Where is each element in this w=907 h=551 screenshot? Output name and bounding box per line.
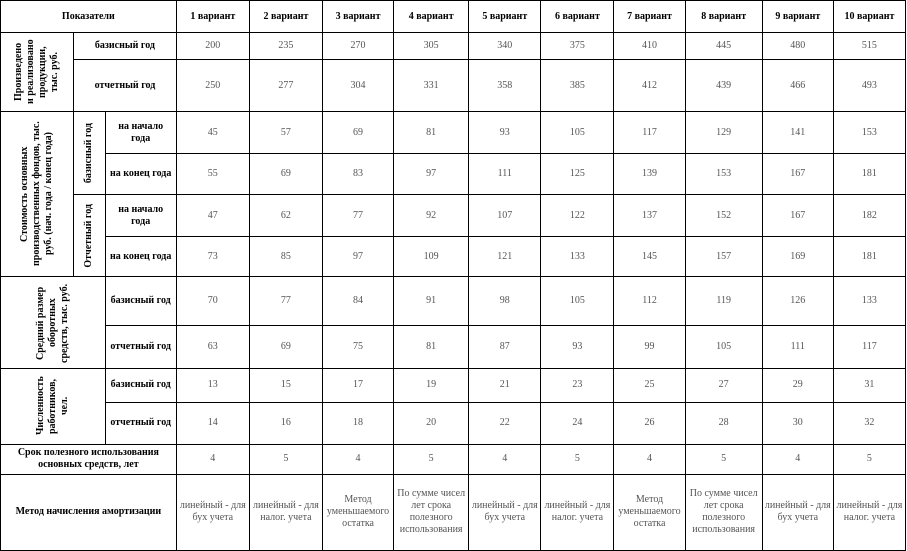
cell-production-base-v3: 270 — [322, 33, 393, 60]
cell-useful-life-v8: 5 — [685, 444, 762, 474]
row-depreciation — [1, 474, 906, 550]
cell-useful-life-v7: 4 — [614, 444, 685, 474]
cell-production-report-v4: 331 — [394, 60, 469, 112]
cell-wc-report-v5: 87 — [469, 325, 541, 368]
cell-fa-base-end-v4: 97 — [394, 154, 469, 195]
cell-fa-base-end-v8: 153 — [685, 154, 762, 195]
cell-production-report-v1: 250 — [176, 60, 249, 112]
group-headcount-text: Численность работников, чел. — [34, 376, 70, 436]
cell-wc-report-v1: 63 — [176, 325, 249, 368]
cell-wc-report-v9: 111 — [762, 325, 833, 368]
sub-report-year — [74, 195, 105, 277]
cell-production-base-v10: 515 — [833, 33, 905, 60]
cell-production-report-v3: 304 — [322, 60, 393, 112]
cell-fa-report-start-v1: 47 — [176, 195, 249, 237]
cell-fa-base-start-v6: 105 — [541, 112, 614, 154]
label-fa-report-start: на начало года — [105, 195, 176, 237]
sub-report-year-wrap — [76, 195, 102, 276]
cell-fa-base-end-v2: 69 — [249, 154, 322, 195]
cell-wc-base-v3: 84 — [322, 277, 393, 325]
cell-useful-life-v10: 5 — [833, 444, 905, 474]
cell-fa-base-start-v3: 69 — [322, 112, 393, 154]
cell-useful-life-v5: 4 — [469, 444, 541, 474]
cell-production-report-v9: 466 — [762, 60, 833, 112]
sub-base-year-wrap — [76, 112, 102, 194]
group-working-capital — [1, 277, 106, 368]
cell-hc-report-v3: 18 — [322, 402, 393, 444]
label-production-base: базисный год — [74, 33, 177, 60]
cell-fa-report-end-v1: 73 — [176, 237, 249, 277]
cell-fa-report-start-v9: 167 — [762, 195, 833, 237]
header-variant-3: 3 вариант — [322, 1, 393, 33]
label-depreciation: Метод начисления амортизации — [1, 474, 177, 550]
cell-fa-base-end-v3: 83 — [322, 154, 393, 195]
cell-hc-report-v5: 22 — [469, 402, 541, 444]
cell-fa-report-start-v4: 92 — [394, 195, 469, 237]
label-fa-report-end: на конец года — [105, 237, 176, 277]
cell-depreciation-v5: линейный - для бух учета — [469, 474, 541, 550]
header-variant-10: 10 вариант — [833, 1, 905, 33]
header-variant-2: 2 вариант — [249, 1, 322, 33]
cell-production-report-v5: 358 — [469, 60, 541, 112]
header-variant-6: 6 вариант — [541, 1, 614, 33]
cell-depreciation-v6: линейный - для налог. учета — [541, 474, 614, 550]
cell-fa-base-end-v7: 139 — [614, 154, 685, 195]
cell-production-base-v7: 410 — [614, 33, 685, 60]
cell-fa-base-start-v7: 117 — [614, 112, 685, 154]
cell-production-base-v6: 375 — [541, 33, 614, 60]
label-useful-life: Срок полезного использования основных средств, лет — [1, 444, 177, 474]
cell-production-report-v8: 439 — [685, 60, 762, 112]
cell-wc-base-v9: 126 — [762, 277, 833, 325]
cell-hc-report-v2: 16 — [249, 402, 322, 444]
cell-fa-report-end-v5: 121 — [469, 237, 541, 277]
cell-wc-report-v3: 75 — [322, 325, 393, 368]
cell-production-base-v9: 480 — [762, 33, 833, 60]
cell-depreciation-v1: линейный - для бух учета — [176, 474, 249, 550]
cell-useful-life-v9: 4 — [762, 444, 833, 474]
cell-fa-report-end-v6: 133 — [541, 237, 614, 277]
group-production-wrap — [3, 33, 71, 111]
group-headcount-wrap — [3, 369, 103, 444]
cell-fa-base-start-v10: 153 — [833, 112, 905, 154]
cell-useful-life-v1: 4 — [176, 444, 249, 474]
cell-wc-base-v6: 105 — [541, 277, 614, 325]
cell-fa-base-end-v6: 125 — [541, 154, 614, 195]
cell-production-base-v1: 200 — [176, 33, 249, 60]
cell-hc-report-v4: 20 — [394, 402, 469, 444]
group-working-capital-wrap — [3, 277, 103, 367]
cell-hc-report-v6: 24 — [541, 402, 614, 444]
cell-depreciation-v7: Метод уменьшаемого остатка — [614, 474, 685, 550]
cell-depreciation-v4: По сумме чисел лет срока полезного использования — [394, 474, 469, 550]
sub-base-year — [74, 112, 105, 195]
group-headcount — [1, 368, 106, 444]
row-fa-report-end — [1, 237, 906, 277]
cell-fa-report-start-v2: 62 — [249, 195, 322, 237]
label-production-report: отчетный год — [74, 60, 177, 112]
cell-useful-life-v4: 5 — [394, 444, 469, 474]
cell-fa-base-start-v1: 45 — [176, 112, 249, 154]
cell-wc-report-v10: 117 — [833, 325, 905, 368]
cell-fa-base-start-v8: 129 — [685, 112, 762, 154]
cell-fa-base-start-v5: 93 — [469, 112, 541, 154]
cell-fa-base-start-v4: 81 — [394, 112, 469, 154]
cell-fa-report-start-v8: 152 — [685, 195, 762, 237]
header-indicators: Показатели — [1, 1, 177, 33]
row-fa-report-start — [1, 195, 906, 237]
header-variant-4: 4 вариант — [394, 1, 469, 33]
header-row — [1, 1, 906, 33]
cell-production-base-v8: 445 — [685, 33, 762, 60]
cell-depreciation-v2: линейный - для налог. учета — [249, 474, 322, 550]
cell-wc-report-v2: 69 — [249, 325, 322, 368]
label-wc-base: базисный год — [105, 277, 176, 325]
cell-fa-report-end-v3: 97 — [322, 237, 393, 277]
cell-useful-life-v3: 4 — [322, 444, 393, 474]
cell-wc-base-v2: 77 — [249, 277, 322, 325]
cell-hc-base-v10: 31 — [833, 368, 905, 402]
row-wc-base — [1, 277, 906, 325]
group-working-capital-text: Средний размер оборотных средств, тыс. руб. — [34, 282, 70, 363]
cell-production-report-v2: 277 — [249, 60, 322, 112]
cell-production-base-v2: 235 — [249, 33, 322, 60]
cell-fa-report-end-v9: 169 — [762, 237, 833, 277]
row-fa-base-end — [1, 154, 906, 195]
header-variant-9: 9 вариант — [762, 1, 833, 33]
row-useful-life — [1, 444, 906, 474]
label-fa-base-start: на начало года — [105, 112, 176, 154]
cell-hc-base-v4: 19 — [394, 368, 469, 402]
label-fa-base-end: на конец года — [105, 154, 176, 195]
row-production-report — [1, 60, 906, 112]
cell-hc-base-v5: 21 — [469, 368, 541, 402]
cell-useful-life-v2: 5 — [249, 444, 322, 474]
cell-fa-base-start-v2: 57 — [249, 112, 322, 154]
cell-useful-life-v6: 5 — [541, 444, 614, 474]
cell-fa-report-start-v5: 107 — [469, 195, 541, 237]
row-hc-report — [1, 402, 906, 444]
cell-hc-base-v9: 29 — [762, 368, 833, 402]
cell-fa-report-start-v10: 182 — [833, 195, 905, 237]
cell-hc-base-v1: 13 — [176, 368, 249, 402]
cell-hc-base-v6: 23 — [541, 368, 614, 402]
cell-fa-base-end-v9: 167 — [762, 154, 833, 195]
row-wc-report — [1, 325, 906, 368]
cell-fa-report-start-v7: 137 — [614, 195, 685, 237]
cell-production-base-v5: 340 — [469, 33, 541, 60]
cell-fa-report-end-v2: 85 — [249, 237, 322, 277]
cell-fa-base-start-v9: 141 — [762, 112, 833, 154]
cell-production-report-v6: 385 — [541, 60, 614, 112]
cell-production-base-v4: 305 — [394, 33, 469, 60]
header-variant-8: 8 вариант — [685, 1, 762, 33]
cell-depreciation-v10: линейный - для налог. учета — [833, 474, 905, 550]
group-fixed-assets-text: Стоимость основных производственных фондов, тыс. руб. (нач. года / конец года) — [19, 121, 55, 267]
group-production — [1, 33, 74, 112]
cell-hc-base-v2: 15 — [249, 368, 322, 402]
group-fixed-assets — [1, 112, 74, 277]
cell-wc-report-v4: 81 — [394, 325, 469, 368]
cell-wc-base-v8: 119 — [685, 277, 762, 325]
cell-fa-report-start-v3: 77 — [322, 195, 393, 237]
group-production-text: Произведено и реализовано продукции, тыс. руб. — [13, 39, 61, 105]
cell-fa-base-end-v10: 181 — [833, 154, 905, 195]
cell-hc-base-v8: 27 — [685, 368, 762, 402]
cell-production-report-v10: 493 — [833, 60, 905, 112]
cell-fa-report-end-v4: 109 — [394, 237, 469, 277]
cell-fa-report-end-v7: 145 — [614, 237, 685, 277]
cell-wc-base-v1: 70 — [176, 277, 249, 325]
cell-production-report-v7: 412 — [614, 60, 685, 112]
cell-hc-base-v3: 17 — [322, 368, 393, 402]
cell-wc-base-v4: 91 — [394, 277, 469, 325]
row-hc-base — [1, 368, 906, 402]
cell-hc-report-v10: 32 — [833, 402, 905, 444]
cell-hc-report-v9: 30 — [762, 402, 833, 444]
sub-report-year-text: Отчетный год — [83, 204, 95, 268]
header-variant-7: 7 вариант — [614, 1, 685, 33]
cell-hc-report-v7: 26 — [614, 402, 685, 444]
cell-wc-base-v7: 112 — [614, 277, 685, 325]
row-production-base — [1, 33, 906, 60]
cell-fa-base-end-v1: 55 — [176, 154, 249, 195]
cell-wc-base-v10: 133 — [833, 277, 905, 325]
cell-depreciation-v9: линейный - для бух учета — [762, 474, 833, 550]
cell-depreciation-v8: По сумме чисел лет срока полезного использования — [685, 474, 762, 550]
cell-fa-base-end-v5: 111 — [469, 154, 541, 195]
row-fa-base-start — [1, 112, 906, 154]
cell-fa-report-end-v10: 181 — [833, 237, 905, 277]
group-fixed-assets-wrap — [3, 112, 71, 276]
label-hc-base: базисный год — [105, 368, 176, 402]
cell-hc-report-v1: 14 — [176, 402, 249, 444]
header-variant-5: 5 вариант — [469, 1, 541, 33]
cell-wc-report-v7: 99 — [614, 325, 685, 368]
cell-fa-report-end-v8: 157 — [685, 237, 762, 277]
header-variant-1: 1 вариант — [176, 1, 249, 33]
cell-wc-base-v5: 98 — [469, 277, 541, 325]
label-hc-report: отчетный год — [105, 402, 176, 444]
label-wc-report: отчетный год — [105, 325, 176, 368]
cell-wc-report-v8: 105 — [685, 325, 762, 368]
cell-wc-report-v6: 93 — [541, 325, 614, 368]
sub-base-year-text: базисный год — [83, 123, 95, 184]
cell-hc-report-v8: 28 — [685, 402, 762, 444]
cell-hc-base-v7: 25 — [614, 368, 685, 402]
cell-fa-report-start-v6: 122 — [541, 195, 614, 237]
cell-depreciation-v3: Метод уменьшаемого остатка — [322, 474, 393, 550]
